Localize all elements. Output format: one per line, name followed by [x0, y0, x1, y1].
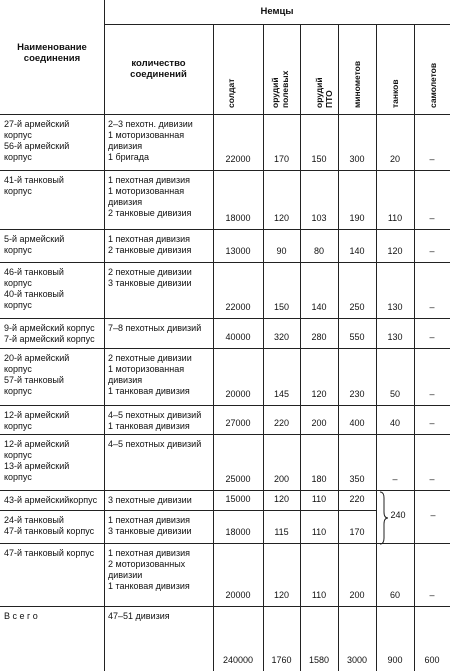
row-value: 25000 [225, 474, 251, 484]
row-composition: 1 пехотная дивизия 3 танковые дивизии [108, 515, 192, 536]
header-mortars: минометов [352, 60, 362, 108]
row-composition: 2 пехотные дивизии 1 моторизованная дивизия 1 танковая дивизия [108, 353, 192, 396]
row-value: 22000 [225, 302, 251, 312]
row-value: 20000 [225, 590, 251, 600]
row-value: 22000 [225, 154, 251, 164]
grid-line [0, 434, 450, 435]
row-value: 110 [311, 494, 327, 504]
row-value: 90 [276, 246, 287, 256]
row-value: 150 [273, 302, 290, 312]
row-name: 41-й танковый корпус [4, 175, 64, 196]
row-name: 43-й армейскийкорпус [4, 495, 98, 505]
row-value: 300 [349, 154, 365, 164]
row-value: – [429, 302, 435, 312]
row-name: 24-й танковый 47-й танковый корпус [4, 515, 95, 536]
header-at-guns: орудий ПТО [314, 77, 334, 108]
row-value: 110 [387, 213, 403, 223]
row-name: В с е г о [4, 611, 38, 621]
row-value: 20 [389, 154, 400, 164]
grid-line [0, 318, 450, 319]
row-composition: 3 пехотные дивизии [108, 495, 192, 505]
row-value: 900 [387, 655, 403, 665]
row-value: 220 [273, 418, 290, 428]
row-value: 350 [349, 474, 365, 484]
row-value: 200 [349, 590, 365, 600]
row-value: 140 [349, 246, 365, 256]
row-value: 190 [349, 213, 365, 223]
grid-line [104, 24, 450, 25]
row-composition: 1 пехотная дивизия 2 танковые дивизия [108, 234, 192, 255]
row-value: 115 [274, 527, 289, 537]
row-value: 27000 [225, 418, 251, 428]
row-value: 40000 [225, 332, 251, 342]
row-value: 230 [349, 389, 365, 399]
row-value: 60 [389, 590, 400, 600]
row-name: 5-й армейский корпус [4, 234, 65, 255]
row-value: 130 [387, 302, 403, 312]
row-value: – [429, 213, 435, 223]
row-value: 50 [389, 389, 400, 399]
row-value: – [429, 246, 435, 256]
row-value: 1760 [271, 655, 292, 665]
row-value: 280 [311, 332, 327, 342]
merged-planes: – [430, 510, 436, 520]
row-value: 120 [311, 389, 327, 399]
row-value: 110 [311, 590, 327, 600]
row-composition: 1 пехотная дивизия 2 моторизованных дивизии 1 танковая дивизия [108, 548, 190, 591]
row-name: 27-й армейский корпус 56-й армейский корпус [4, 119, 70, 162]
row-composition: 47–51 дивизия [108, 611, 170, 621]
row-value: 170 [349, 527, 365, 537]
row-value: 200 [311, 418, 327, 428]
row-composition: 2 пехотные дивизии 3 танковые дивизии [108, 267, 192, 288]
row-value: 220 [349, 494, 365, 504]
row-value: 150 [311, 154, 327, 164]
header-planes: самолетов [428, 62, 438, 108]
row-value: 130 [387, 332, 403, 342]
row-value: 550 [349, 332, 365, 342]
row-name: 12-й армейский корпус 13-й армейский корпус [4, 439, 70, 482]
header-composition: количество соединений [130, 58, 187, 80]
row-value: – [392, 474, 398, 484]
header-name: Наименование соединения [17, 42, 87, 64]
row-composition: 7–8 пехотных дивизий [108, 323, 202, 333]
row-value: 120 [273, 213, 290, 223]
row-name: 9-й армейский корпус 7-й армейский корпус [4, 323, 95, 344]
row-value: – [429, 474, 435, 484]
row-value: 320 [273, 332, 290, 342]
row-value: – [429, 389, 435, 399]
grid-line [0, 348, 450, 349]
grid-line [0, 405, 450, 406]
merged-tanks: 240 [390, 510, 406, 520]
row-name: 12-й армейский корпус [4, 410, 70, 431]
row-composition: 4–5 пехотных дивизий 1 танковая дивизия [108, 410, 202, 431]
row-value: 40 [389, 418, 400, 428]
row-composition: 2–3 пехотн. дивизии 1 моторизованная дивизия 1 бригада [108, 119, 193, 162]
grid-line [0, 510, 376, 511]
row-value: 20000 [225, 389, 251, 399]
row-value: 400 [349, 418, 365, 428]
grid-line [0, 170, 450, 171]
grid-line [0, 114, 450, 115]
row-value: 170 [273, 154, 290, 164]
row-value: 140 [311, 302, 327, 312]
row-value: 250 [349, 302, 365, 312]
grid-line [0, 229, 450, 230]
row-value: 18000 [225, 527, 251, 537]
row-value: 120 [387, 246, 403, 256]
row-value: 1580 [308, 655, 330, 665]
row-value: 600 [424, 655, 440, 665]
row-value: 13000 [225, 246, 251, 256]
row-composition: 4–5 пехотных дивизий [108, 439, 202, 449]
row-value: 3000 [346, 655, 368, 665]
grid-line [0, 262, 450, 263]
grid-line [104, 0, 105, 671]
row-value: 110 [311, 527, 327, 537]
row-value: 120 [273, 494, 290, 504]
row-value: 120 [273, 590, 290, 600]
row-value: 103 [311, 213, 327, 223]
row-value: 180 [311, 474, 327, 484]
row-value: – [429, 154, 435, 164]
row-name: 46-й танковый корпус 40-й танковый корпус [4, 267, 64, 310]
grid-line [0, 606, 450, 607]
row-value: 200 [273, 474, 290, 484]
row-name: 47-й танковый корпус [4, 548, 95, 558]
row-name: 20-й армейский корпус 57-й танковый корпус [4, 353, 70, 396]
header-soldiers: солдат [226, 78, 236, 108]
row-value: 18000 [225, 213, 251, 223]
row-value: – [429, 418, 435, 428]
row-composition: 1 пехотная дивизия 1 моторизованная дивизия 2 танковые дивизия [108, 175, 192, 218]
header-tanks: танков [390, 79, 400, 108]
row-value: – [429, 590, 435, 600]
header-germans: Немцы [260, 6, 294, 17]
row-value: 145 [273, 389, 290, 399]
header-field-guns: орудий полевых [270, 70, 290, 108]
row-value: 15000 [225, 494, 251, 504]
row-value: – [429, 332, 435, 342]
row-value: 80 [313, 246, 324, 256]
row-value: 240000 [222, 655, 254, 665]
